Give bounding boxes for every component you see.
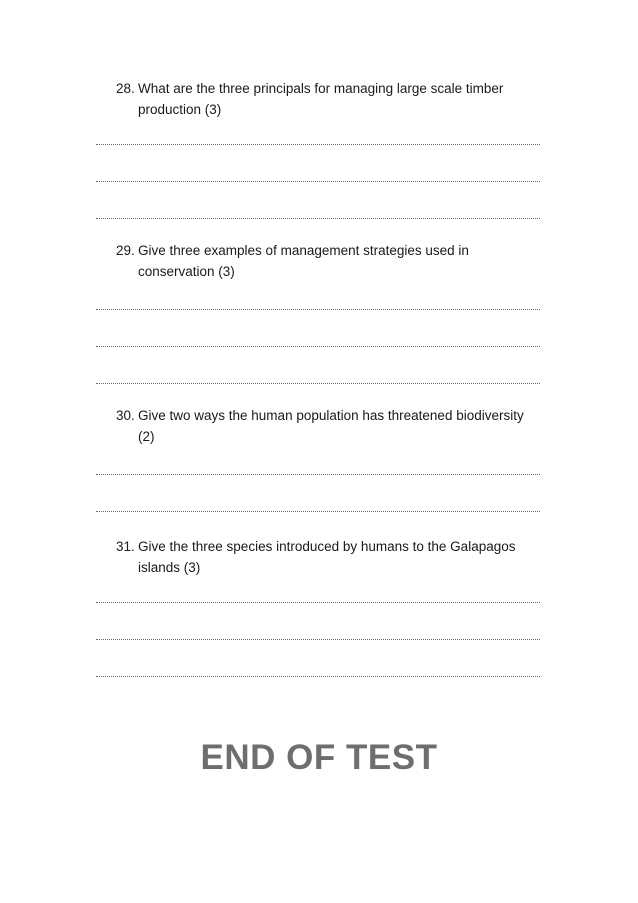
- question-number: 29.: [116, 243, 135, 258]
- answer-line[interactable]: [96, 602, 540, 603]
- question-text-line: What are the three principals for managing large scale timber: [138, 81, 504, 96]
- question-text-line: Give the three species introduced by humans to the Galapagos: [138, 539, 516, 554]
- answer-line[interactable]: [96, 676, 540, 677]
- question-text-line: islands (3): [138, 560, 201, 575]
- question-number: 31.: [116, 539, 135, 554]
- question-text-line: Give two ways the human population has threatened biodiversity: [138, 408, 524, 423]
- answer-line[interactable]: [96, 309, 540, 310]
- question-31: [116, 536, 546, 578]
- answer-line[interactable]: [96, 639, 540, 640]
- question-text-line: production (3): [138, 102, 222, 117]
- answer-line[interactable]: [96, 383, 540, 384]
- question-text-line: (2): [138, 429, 155, 444]
- answer-line[interactable]: [96, 474, 540, 475]
- question-text-line: conservation (3): [138, 264, 235, 279]
- answer-line[interactable]: [96, 511, 540, 512]
- end-of-test-heading: END OF TEST: [200, 738, 438, 777]
- question-text-line: Give three examples of management strategies used in: [138, 243, 469, 258]
- question-number: 30.: [116, 408, 135, 423]
- answer-line[interactable]: [96, 181, 540, 182]
- question-30: [116, 405, 546, 447]
- question-29: [116, 240, 546, 282]
- answer-line[interactable]: [96, 346, 540, 347]
- answer-line[interactable]: [96, 218, 540, 219]
- question-number: 28.: [116, 81, 135, 96]
- answer-line[interactable]: [96, 144, 540, 145]
- question-28: [116, 78, 546, 120]
